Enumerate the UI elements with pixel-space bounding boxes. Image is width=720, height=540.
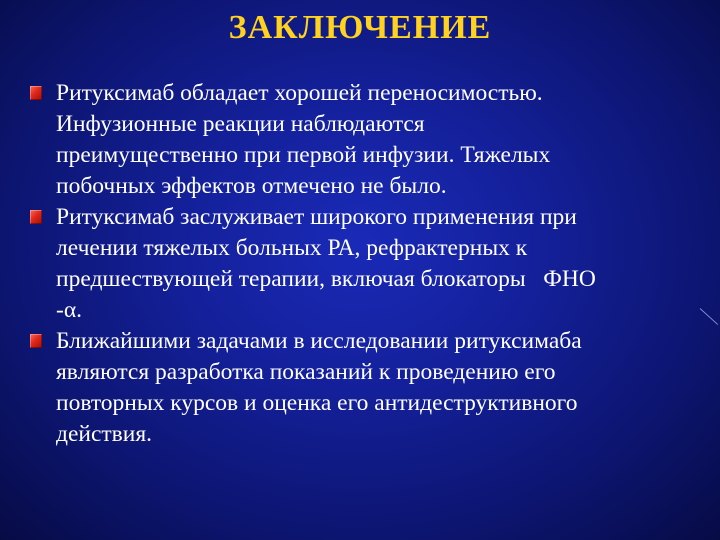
bullet-square-icon [30, 334, 42, 348]
bullet-line: лечении тяжелых больных РА, рефрактерных к [56, 235, 528, 261]
bullet-square-icon [30, 210, 42, 224]
bullet-line: предшествующей терапии, включая блокаторы ФНО [56, 266, 596, 292]
bullet-line: Инфузионные реакции наблюдаются [56, 111, 425, 137]
bullet-line: Ритуксимаб обладает хорошей переносимостью. [56, 80, 543, 106]
bullet-line: действия. [56, 421, 153, 447]
bullet-item-application [30, 202, 712, 326]
slide-title: ЗАКЛЮЧЕНИЕ [228, 9, 492, 46]
bullet-line: Ближайшими задачами в исследовании ритуксимаба [56, 328, 582, 354]
bullet-line: побочных эффектов отмечено не было. [56, 173, 447, 199]
bullet-list [30, 78, 712, 450]
bullet-square-icon [30, 86, 42, 100]
bullet-line: Ритуксимаб заслуживает широкого применения при [56, 204, 577, 230]
bullet-item-future-tasks [30, 326, 712, 450]
bullet-line: преимущественно при первой инфузии. Тяжелых [56, 142, 551, 168]
bullet-line: -α. [56, 297, 83, 323]
bullet-item-tolerability [30, 78, 712, 202]
bullet-line: являются разработка показаний к проведению его [56, 359, 556, 385]
bullet-line: повторных курсов и оценка его антидеструктивного [56, 390, 578, 416]
